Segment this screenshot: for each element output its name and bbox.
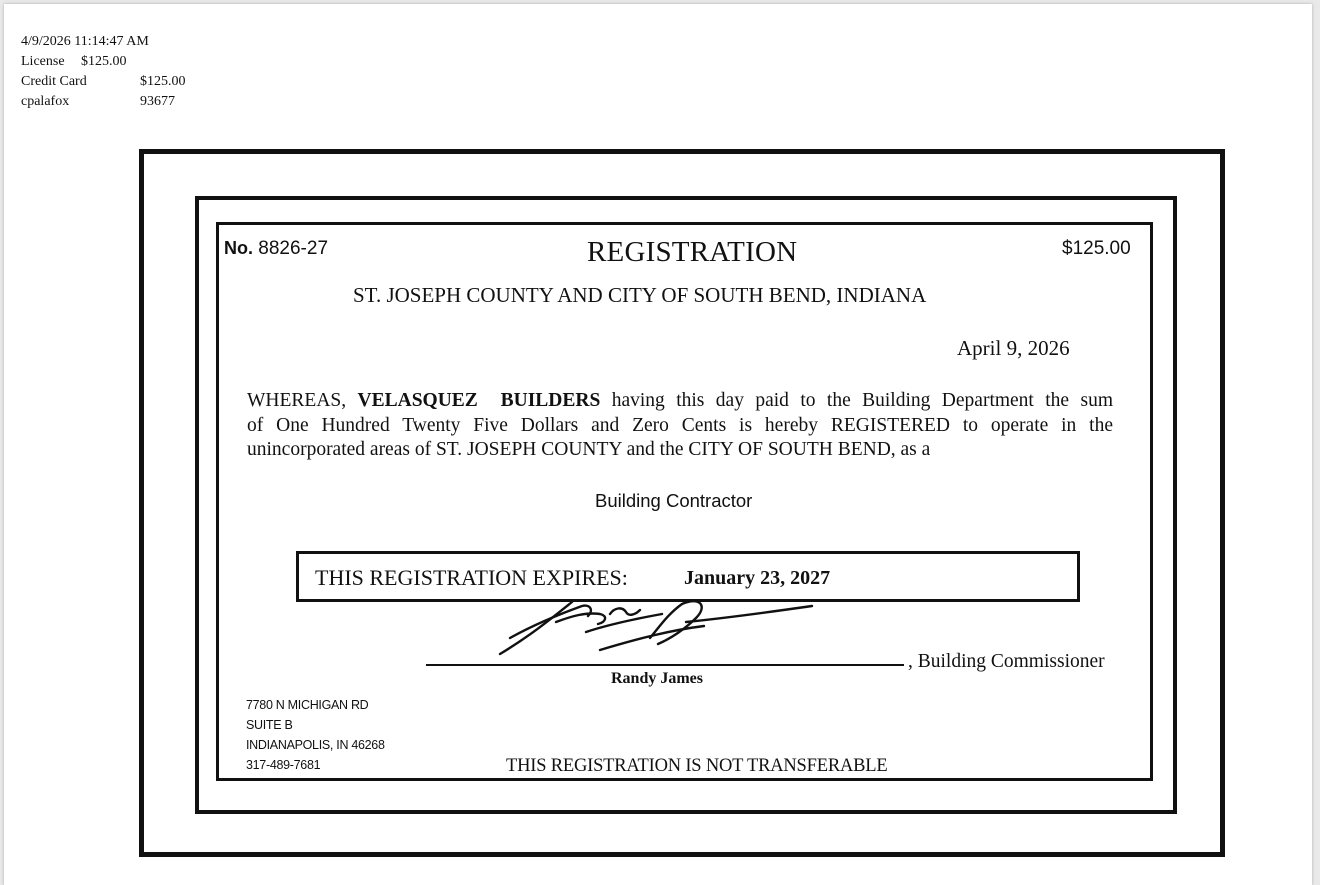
handwritten-signature-icon xyxy=(490,598,820,660)
receipt-license-label: License xyxy=(21,54,65,69)
jurisdiction-heading: ST. JOSEPH COUNTY AND CITY OF SOUTH BEND, INDIANA xyxy=(353,283,927,307)
expiration-date: January 23, 2027 xyxy=(684,567,831,589)
registration-number-label: No. xyxy=(224,238,253,258)
statement-line-2: of One Hundred Twenty Five Dollars and Zero Cents is hereby REGISTERED to operate in the xyxy=(247,414,1113,436)
address-line-1: 7780 N MICHIGAN RD xyxy=(246,698,369,712)
contractor-type: Building Contractor xyxy=(595,490,753,511)
registration-fee: $125.00 xyxy=(1062,238,1131,259)
signatory-name: Randy James xyxy=(611,670,704,687)
receipt-license-row xyxy=(21,52,186,72)
receipt-license-amount: $125.00 xyxy=(81,54,127,69)
address-line-3: INDIANAPOLIS, IN 46268 xyxy=(246,738,385,752)
statement-line-1 xyxy=(247,389,1113,414)
issue-date: April 9, 2026 xyxy=(957,336,1070,360)
registrant-address xyxy=(246,695,385,775)
signature-line xyxy=(426,664,904,666)
registration-number xyxy=(224,238,328,260)
non-transferable-notice: THIS REGISTRATION IS NOT TRANSFERABLE xyxy=(506,756,888,776)
receipt-user: cpalafox xyxy=(21,94,70,109)
receipt-timestamp: 4/9/2026 11:14:47 AM xyxy=(21,34,149,49)
payment-receipt xyxy=(21,32,186,112)
statement-prefix: WHEREAS, xyxy=(247,390,347,411)
signatory-title: , Building Commissioner xyxy=(908,651,1105,672)
certificate-title: REGISTRATION xyxy=(587,236,798,268)
receipt-user-row xyxy=(21,92,186,112)
receipt-payment-row xyxy=(21,72,186,92)
address-line-2: SUITE B xyxy=(246,718,293,732)
address-phone: 317-489-7681 xyxy=(246,758,321,772)
receipt-payment-method: Credit Card xyxy=(21,74,87,89)
registration-number-value: 8826-27 xyxy=(258,238,329,259)
registration-statement xyxy=(247,389,1113,463)
receipt-transaction-id: 93677 xyxy=(140,94,175,109)
receipt-timestamp-row xyxy=(21,32,186,52)
expiration-label: THIS REGISTRATION EXPIRES: xyxy=(315,565,628,590)
receipt-payment-amount: $125.00 xyxy=(140,74,186,89)
registrant-name: VELASQUEZ BUILDERS xyxy=(357,390,601,411)
statement-line-1-rest: having this day paid to the Building Department the sum xyxy=(611,390,1113,411)
statement-line-3: unincorporated areas of ST. JOSEPH COUNTY and the CITY OF SOUTH BEND, as a xyxy=(247,439,931,460)
